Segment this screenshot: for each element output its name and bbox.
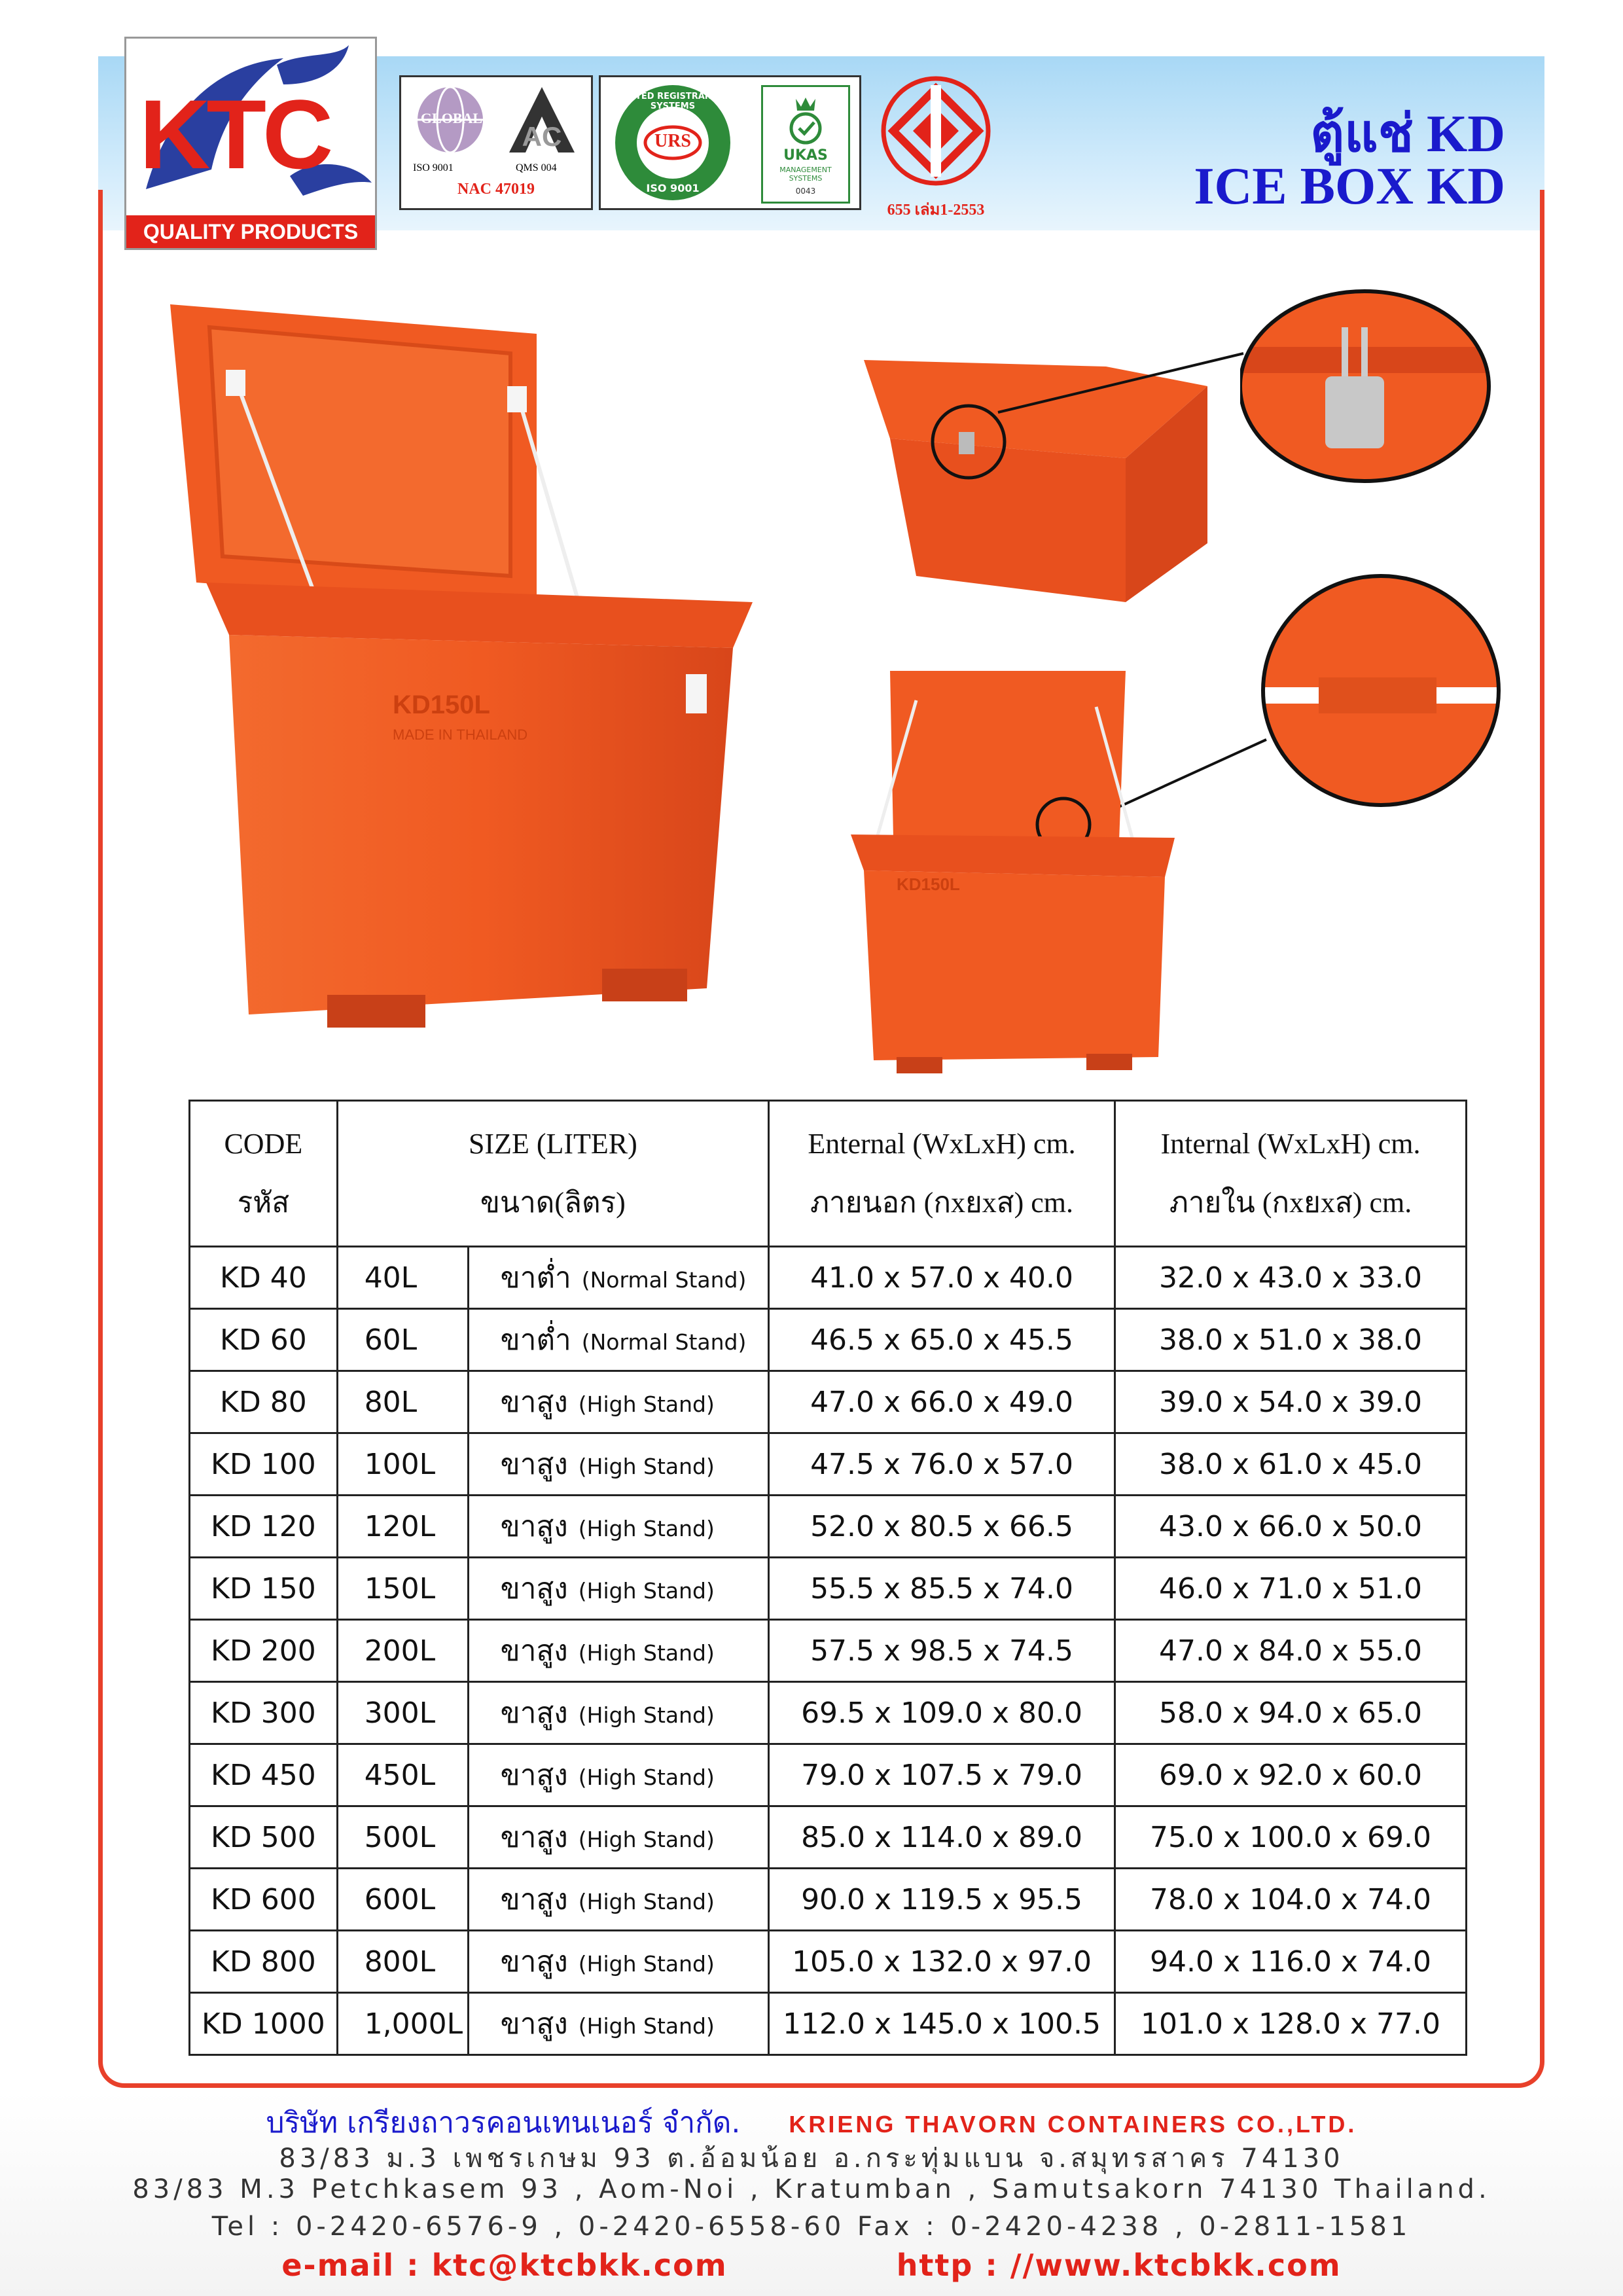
box-made-in-label: MADE IN THAILAND [393, 726, 528, 743]
urs-ring-text: UNITED REGISTRAR OF SYSTEMS [618, 92, 728, 111]
cell-stand [468, 1993, 768, 2055]
ice-box-open-photo [157, 295, 759, 1067]
stand-english: (High Stand) [578, 1702, 715, 1728]
ktc-logo [124, 37, 377, 250]
stand-thai: ขาสูง [500, 1945, 568, 1979]
cell-internal: 78.0 x 104.0 x 74.0 [1115, 1869, 1467, 1931]
page-title-thai: ตู้แช่ KD [1310, 105, 1505, 163]
footer-website[interactable]: http : //www.ktcbkk.com [896, 2248, 1342, 2283]
cell-external: 69.5 x 109.0 x 80.0 [769, 1682, 1115, 1744]
cell-stand [468, 1682, 768, 1744]
stand-english: (High Stand) [578, 2013, 715, 2039]
table-row [190, 1744, 1467, 1806]
stand-english: (High Stand) [578, 1827, 715, 1852]
cell-code: KD 300 [190, 1682, 338, 1744]
cell-size: 300L [337, 1682, 468, 1744]
logo-tagline: QUALITY PRODUCTS [126, 215, 375, 248]
stand-thai: ขาสูง [500, 1572, 568, 1605]
cell-size: 100L [337, 1433, 468, 1496]
hinge-detail-zoom [1260, 573, 1502, 808]
table-row [190, 1993, 1467, 2055]
cell-internal: 32.0 x 43.0 x 33.0 [1115, 1247, 1467, 1309]
cell-external: 85.0 x 114.0 x 89.0 [769, 1806, 1115, 1869]
stand-thai: ขาสูง [500, 1696, 568, 1730]
stand-english: (Normal Stand) [581, 1329, 747, 1355]
stand-english: (High Stand) [578, 1765, 715, 1790]
stand-english: (Normal Stand) [581, 1267, 747, 1293]
cell-size: 600L [337, 1869, 468, 1931]
lock-detail-zoom [1240, 288, 1502, 484]
footer-tel-fax: Tel : 0-2420-6576-9 , 0-2420-6558-60 Fax : 0-2420-4238 , 0-2811-1581 [211, 2212, 1412, 2242]
cell-size: 40L [337, 1247, 468, 1309]
header-size [337, 1101, 768, 1247]
cell-code: KD 40 [190, 1247, 338, 1309]
cell-code: KD 200 [190, 1620, 338, 1682]
ice-box-closed-photo [851, 327, 1217, 622]
cell-internal: 69.0 x 92.0 x 60.0 [1115, 1744, 1467, 1806]
cell-external: 52.0 x 80.5 x 66.5 [769, 1496, 1115, 1558]
header-internal-th: ภายใน (กxยxส) cm. [1169, 1187, 1412, 1219]
cell-external: 79.0 x 107.5 x 79.0 [769, 1744, 1115, 1806]
stand-english: (High Stand) [578, 1391, 715, 1417]
cell-stand [468, 1247, 768, 1309]
cell-stand [468, 1869, 768, 1931]
footer-email[interactable]: e-mail : ktc@ktcbkk.com [281, 2248, 728, 2283]
table-header-row [190, 1101, 1467, 1247]
stand-thai: ขาสูง [500, 1883, 568, 1916]
table-row [190, 1869, 1467, 1931]
spec-table [188, 1100, 1467, 2056]
cell-internal: 75.0 x 100.0 x 69.0 [1115, 1806, 1467, 1869]
cert-qms-label: QMS 004 [516, 162, 557, 173]
cell-size: 60L [337, 1309, 468, 1371]
cell-code: KD 80 [190, 1371, 338, 1433]
tis-caption: 655 เล่ม1-2553 [887, 202, 985, 219]
table-row [190, 1931, 1467, 1993]
urs-iso-label: ISO 9001 [646, 182, 700, 194]
footer-address-en: 83/83 M.3 Petchkasem 93 , Aom-Noi , Kratumban , Samutsakorn 74130 Thailand. [132, 2174, 1491, 2204]
header-size-en: SIZE (LITER) [468, 1128, 637, 1160]
stand-english: (High Stand) [578, 1951, 715, 1977]
cell-internal: 39.0 x 54.0 x 39.0 [1115, 1371, 1467, 1433]
cell-internal: 58.0 x 94.0 x 65.0 [1115, 1682, 1467, 1744]
cell-stand [468, 1309, 768, 1371]
cell-stand [468, 1744, 768, 1806]
stand-thai: ขาสูง [500, 1759, 568, 1792]
svg-text:AC: AC [522, 121, 562, 152]
footer-address-th: 83/83 ม.3 เพชรเกษม 93 ต.อ้อมน้อย อ.กระทุ่มแบน จ.สมุทรสาคร 74130 [279, 2144, 1344, 2174]
footer-company-th: บริษัท เกรียงถาวรคอนเทนเนอร์ จำกัด. [266, 2106, 741, 2140]
table-row [190, 1806, 1467, 1869]
cell-external: 90.0 x 119.5 x 95.5 [769, 1869, 1115, 1931]
table-row [190, 1496, 1467, 1558]
ukas-badge [761, 85, 850, 204]
table-row [190, 1558, 1467, 1620]
header-external [769, 1101, 1115, 1247]
header-external-en: Enternal (WxLxH) cm. [808, 1128, 1076, 1160]
cell-code: KD 120 [190, 1496, 338, 1558]
cell-stand [468, 1433, 768, 1496]
cell-internal: 101.0 x 128.0 x 77.0 [1115, 1993, 1467, 2055]
ukas-sub-label: MANAGEMENT SYSTEMS [779, 166, 832, 183]
cell-internal: 94.0 x 116.0 x 74.0 [1115, 1931, 1467, 1993]
cell-internal: 43.0 x 66.0 x 50.0 [1115, 1496, 1467, 1558]
stand-thai: ขาสูง [500, 1821, 568, 1854]
cell-external: 112.0 x 145.0 x 100.5 [769, 1993, 1115, 2055]
ukas-crown-icon [776, 92, 835, 145]
cell-internal: 38.0 x 51.0 x 38.0 [1115, 1309, 1467, 1371]
urs-label: URS [654, 131, 691, 151]
cell-stand [468, 1371, 768, 1433]
table-row [190, 1620, 1467, 1682]
cell-internal: 46.0 x 71.0 x 51.0 [1115, 1558, 1467, 1620]
cell-size: 150L [337, 1558, 468, 1620]
header-internal [1115, 1101, 1467, 1247]
cell-size: 800L [337, 1931, 468, 1993]
stand-thai: ขาสูง [500, 1510, 568, 1543]
cell-external: 57.5 x 98.5 x 74.5 [769, 1620, 1115, 1682]
cell-code: KD 600 [190, 1869, 338, 1931]
ukas-label: UKAS [783, 147, 828, 164]
table-row [190, 1309, 1467, 1371]
cell-size: 1,000L [337, 1993, 468, 2055]
cell-stand [468, 1496, 768, 1558]
header-code [190, 1101, 338, 1247]
table-row [190, 1682, 1467, 1744]
table-row [190, 1371, 1467, 1433]
cell-external: 46.5 x 65.0 x 45.5 [769, 1309, 1115, 1371]
cert-global-label: GLOBAL [420, 110, 483, 126]
footer-company-en: KRIENG THAVORN CONTAINERS CO.,LTD. [789, 2111, 1357, 2138]
stand-english: (High Stand) [578, 1640, 715, 1666]
cell-code: KD 450 [190, 1744, 338, 1806]
cell-code: KD 500 [190, 1806, 338, 1869]
cell-external: 55.5 x 85.5 x 74.0 [769, 1558, 1115, 1620]
header-external-th: ภายนอก (กxยxส) cm. [810, 1187, 1074, 1219]
tis-mark-icon [877, 72, 995, 190]
table-row [190, 1247, 1467, 1309]
cell-stand [468, 1806, 768, 1869]
cert-iso-label: ISO 9001 [413, 162, 454, 173]
cell-code: KD 100 [190, 1433, 338, 1496]
header-internal-en: Internal (WxLxH) cm. [1160, 1128, 1421, 1160]
stand-english: (High Stand) [578, 1578, 715, 1604]
box-model-label: KD150L [393, 691, 490, 719]
stand-thai: ขาต่ำ [500, 1261, 571, 1295]
header-code-en: CODE [224, 1128, 303, 1160]
ice-box-small-open-photo [844, 661, 1185, 1080]
cell-stand [468, 1620, 768, 1682]
cell-code: KD 800 [190, 1931, 338, 1993]
cert-nac-label: NAC 47019 [457, 181, 535, 198]
cell-internal: 47.0 x 84.0 x 55.0 [1115, 1620, 1467, 1682]
cell-size: 500L [337, 1806, 468, 1869]
stand-thai: ขาสูง [500, 2007, 568, 2041]
stand-thai: ขาต่ำ [500, 1323, 571, 1357]
ukas-number: 0043 [795, 187, 816, 196]
cell-stand [468, 1558, 768, 1620]
stand-thai: ขาสูง [500, 1448, 568, 1481]
logo-text: KTC [139, 79, 330, 189]
table-row [190, 1433, 1467, 1496]
cell-size: 120L [337, 1496, 468, 1558]
cell-size: 450L [337, 1744, 468, 1806]
stand-thai: ขาสูง [500, 1386, 568, 1419]
stand-thai: ขาสูง [500, 1634, 568, 1668]
cell-code: KD 60 [190, 1309, 338, 1371]
header-size-th: ขนาด(ลิตร) [480, 1187, 626, 1219]
cell-size: 80L [337, 1371, 468, 1433]
cell-external: 41.0 x 57.0 x 40.0 [769, 1247, 1115, 1309]
cert-global-nac [399, 75, 593, 210]
header-code-th: รหัส [237, 1187, 290, 1219]
cell-size: 200L [337, 1620, 468, 1682]
cell-code: KD 1000 [190, 1993, 338, 2055]
cell-external: 47.5 x 76.0 x 57.0 [769, 1433, 1115, 1496]
footer-contact-line [0, 2248, 1623, 2283]
cell-code: KD 150 [190, 1558, 338, 1620]
cell-stand [468, 1931, 768, 1993]
stand-english: (High Stand) [578, 1889, 715, 1914]
nac-icon [503, 84, 581, 156]
cell-internal: 38.0 x 61.0 x 45.0 [1115, 1433, 1467, 1496]
stand-english: (High Stand) [578, 1454, 715, 1479]
cert-urs-ukas [599, 75, 861, 210]
cell-external: 47.0 x 66.0 x 49.0 [769, 1371, 1115, 1433]
stand-english: (High Stand) [578, 1516, 715, 1541]
page-title-english: ICE BOX KD [1194, 158, 1505, 215]
small-box-model-label: KD150L [897, 874, 960, 894]
cell-external: 105.0 x 132.0 x 97.0 [769, 1931, 1115, 1993]
